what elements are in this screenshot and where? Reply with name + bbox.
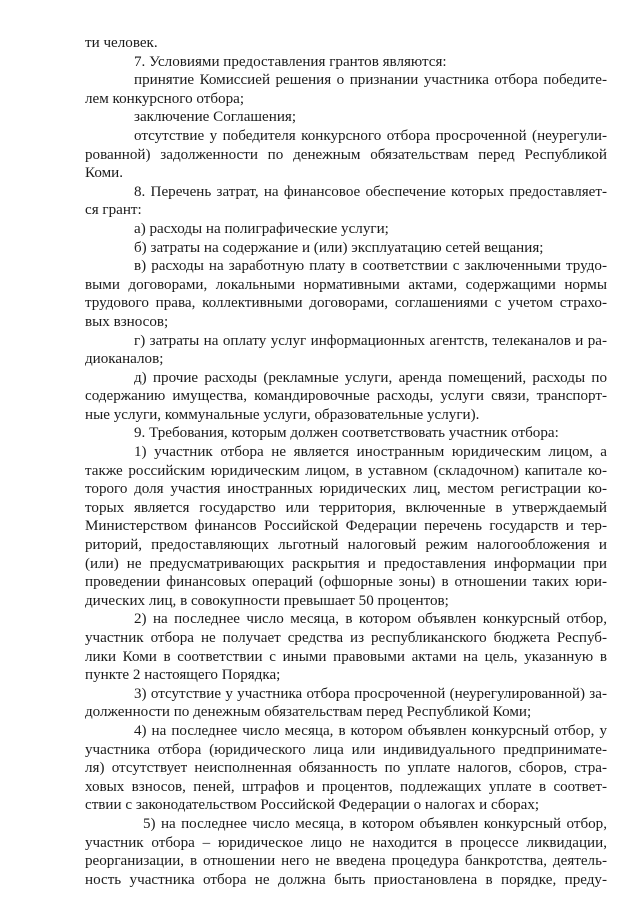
text-line: г) затраты на оплату услуг информационных агентств, телеканалов и ра- — [134, 332, 607, 349]
text-line: б) затраты на содержание и (или) эксплуатацию сетей вещания; — [134, 239, 544, 256]
text-line: участник отбора – юридическое лицо не находится в процессе ликвидации, — [85, 834, 607, 851]
text-line: а) расходы на полиграфические услуги; — [134, 220, 389, 237]
text-line: участника отбора (юридического лица или индивидуального предпринимате- — [85, 741, 607, 758]
text-line: дических лиц, в совокупности превышает 50 процентов; — [85, 592, 449, 609]
text-line: диоканалов; — [85, 351, 164, 368]
text-line: в) расходы на заработную плату в соответствии с заключенными трудо- — [134, 258, 607, 275]
text-line: (или) не предусматривающих раскрытия и предоставления информации при — [85, 555, 607, 572]
text-line: рованной) задолженности по денежным обязательствам перед Республикой — [85, 146, 607, 163]
text-line: отсутствие у победителя конкурсного отбора просроченной (неурегули- — [134, 127, 607, 144]
text-line: реорганизации, в отношении него не введена процедура банкротства, деятель- — [85, 853, 607, 870]
text-line: 1) участник отбора не является иностранным юридическим лицом, а — [134, 444, 607, 461]
text-line: принятие Комиссией решения о признании участника отбора победите- — [134, 72, 607, 89]
text-line: 5) на последнее число месяца, в котором объявлен конкурсный отбор, — [143, 815, 607, 832]
text-line: риторий, предоставляющих льготный налоговый режим налогообложения и — [85, 537, 607, 554]
text-line: лем конкурсного отбора; — [85, 90, 245, 107]
text-line: д) прочие расходы (рекламные услуги, аренда помещений, расходы по — [134, 369, 607, 386]
text-line: проведении финансовых операций (офшорные зоны) в отношении таких юри- — [85, 574, 607, 591]
text-line: ся грант: — [85, 202, 142, 219]
text-line: также российским юридическим лицом, в уставном (складочном) капитале ко- — [85, 462, 607, 479]
text-line: торого доля участия иностранных юридических лиц, местом регистрации ко- — [85, 481, 607, 498]
text-line: 9. Требования, которым должен соответствовать участник отбора: — [134, 425, 559, 442]
text-line: лики Коми в соответствии с иными правовыми актами на цель, указанную в — [85, 648, 607, 665]
text-line: ствии с законодательством Российской Федерации о налогах и сборах; — [85, 797, 540, 814]
text-line: 8. Перечень затрат, на финансовое обеспечение которых предоставляет- — [134, 183, 607, 200]
text-line: вых взносов; — [85, 313, 169, 330]
text-line: ные услуги, коммунальные услуги, образовательные услуги). — [85, 406, 480, 423]
text-line: трудового права, коллективными договорами, соглашениями с учетом страхо- — [85, 295, 607, 312]
text-line: 2) на последнее число месяца, в котором объявлен конкурсный отбор, — [134, 611, 607, 628]
text-line: долженности по денежным обязательствам перед Республикой Коми; — [85, 704, 532, 721]
text-line: ность участника отбора не должна быть приостановлена в порядке, преду- — [85, 871, 607, 888]
text-line: ховых взносов, пеней, штрафов и процентов, подлежащих уплате в соответ- — [85, 778, 607, 795]
text-line: 3) отсутствие у участника отбора просроченной (неурегулированной) за- — [134, 685, 607, 702]
text-line: ти человек. — [85, 35, 158, 51]
text-line: Министерством финансов Российской Федерации перечень государств и тер- — [85, 518, 607, 535]
text-line: содержанию имущества, командировочные расходы, услуги связи, транспорт- — [85, 388, 607, 405]
text-line: ля) отсутствует неисполненная обязанность по уплате налогов, сборов, стра- — [85, 760, 607, 777]
text-line: 4) на последнее число месяца, в котором объявлен конкурсный отбор, у — [134, 722, 607, 739]
text-line: пункте 2 настоящего Порядка; — [85, 667, 281, 684]
text-line: Коми. — [85, 165, 123, 182]
text-line: торых является государство или территория, включенные в утверждаемый — [85, 499, 607, 516]
text-line: участник отбора не получает средства из республиканского бюджета Респуб- — [85, 630, 607, 646]
text-line: заключение Соглашения; — [134, 109, 297, 126]
text-line: 7. Условиями предоставления грантов являются: — [134, 53, 447, 70]
text-line: выми договорами, локальными нормативными актами, содержащими нормы — [85, 276, 607, 293]
